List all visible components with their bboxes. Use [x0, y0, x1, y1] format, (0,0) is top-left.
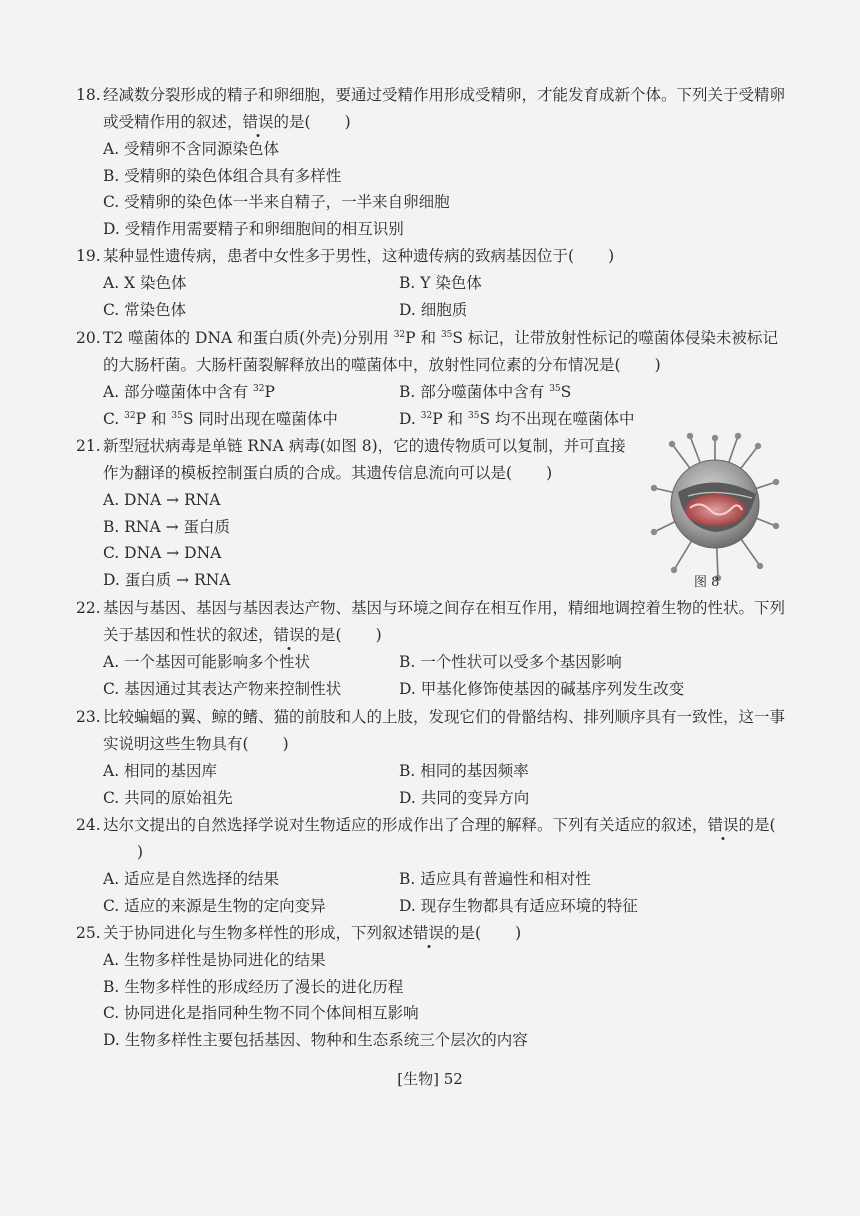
option-c: C. $^{32}$P 和 $^{35}$S 同时出现在噬菌体中 [103, 409, 338, 428]
option-a: A. X 染色体 [103, 274, 187, 292]
coronavirus-figure [648, 432, 782, 584]
question-18 [76, 82, 788, 242]
question-19 [76, 243, 788, 323]
emphasized-word: 错误 [413, 924, 445, 942]
question-stem [76, 433, 636, 487]
option-b: B. Y 染色体 [399, 274, 482, 292]
option-c: C. 共同的原始祖先 [103, 788, 233, 807]
emphasized-word: 错误 [707, 816, 739, 834]
answer-paren: ) [515, 924, 522, 942]
option-a: A. 一个基因可能影响多个性状 [103, 653, 311, 671]
question-number: 20. [76, 329, 101, 347]
question-number: 19. [76, 247, 101, 265]
option-b: B. RNA → 蛋白质 [103, 517, 231, 536]
question-23 [76, 704, 788, 811]
stem-text: 的是( [304, 626, 342, 644]
option-a: A. 适应是自然选择的结果 [103, 870, 280, 888]
stem-text: 基因与基因、基因与基因表达产物、基因与环境之间存在相互作用，精细地调控着生物的性状。下列关于基因和性状的叙述， [103, 599, 786, 644]
question-22 [76, 595, 788, 702]
option-a: A. 相同的基因库 [103, 762, 218, 780]
option-d: D. 共同的变异方向 [399, 788, 530, 807]
option-c: C. DNA → DNA [103, 544, 222, 562]
answer-paren: ) [137, 843, 144, 861]
question-number: 25. [76, 924, 101, 942]
stem-text: 的是( [273, 113, 311, 131]
option-c: C. 常染色体 [103, 300, 187, 319]
emphasized-word: 错误 [242, 113, 274, 131]
isotope-mass: 35 [440, 329, 453, 340]
stem-text: 某种显性遗传病，患者中女性多于男性，这种遗传病的致病基因位于( [103, 247, 575, 265]
question-number: 22. [76, 599, 101, 617]
answer-paren: ) [546, 464, 553, 482]
question-25 [76, 920, 788, 1053]
option-d: D. 生物多样性主要包括基因、物种和生态系统三个层次的内容 [103, 1030, 528, 1049]
option-b: B. 适应具有普遍性和相对性 [399, 870, 591, 888]
question-24 [76, 812, 788, 919]
option-d: D. $^{32}$P 和 $^{35}$S 均不出现在噬菌体中 [399, 409, 635, 428]
stem-text: P 和 [405, 329, 441, 347]
page-footer: [生物] 52 [397, 1070, 463, 1088]
question-number: 18. [76, 86, 101, 104]
stem-text: 经减数分裂形成的精子和卵细胞，要通过受精作用形成受精卵，才能发育成新个体。下列关于受精卵或受精作用的叙述， [103, 86, 786, 131]
answer-paren: ) [654, 356, 661, 374]
question-number: 21. [76, 437, 101, 455]
option-c: C. 协同进化是指同种生物不同个体间相互影响 [103, 1004, 419, 1022]
answer-paren: ) [344, 113, 351, 131]
option-a: A. DNA → RNA [103, 491, 221, 509]
option-b: B. 相同的基因频率 [399, 762, 529, 780]
stem-text: 新型冠状病毒是单链 RNA 病毒(如图 8)，它的遗传物质可以复制，并可直接作为翻译的模板控制蛋白质的合成。其遗传信息流向可以是( [103, 437, 626, 482]
question-21 [76, 433, 636, 593]
stem-text: 达尔文提出的自然选择学说对生物适应的形成作出了合理的解释。下列有关适应的叙述， [103, 816, 708, 834]
question-stem [76, 325, 788, 379]
question-stem [76, 243, 788, 270]
stem-text: S 标记，让带放射性标记的噬菌体侵染未被标记的大肠杆菌。大肠杆菌裂解释放出的噬菌体中，放射性同位素的分布情况是( [103, 329, 778, 374]
option-d: D. 甲基化修饰使基因的碱基序列发生改变 [399, 679, 685, 698]
emphasized-word: 错误 [273, 626, 305, 644]
question-number: 23. [76, 708, 101, 726]
question-stem [76, 704, 788, 758]
question-number: 24. [76, 816, 101, 834]
stem-text: 关于协同进化与生物多样性的形成，下列叙述 [103, 924, 414, 942]
question-stem [76, 812, 788, 866]
option-d: D. 现存生物都具有适应环境的特征 [399, 896, 638, 915]
stem-text: 的是( [444, 924, 482, 942]
answer-paren: ) [608, 247, 615, 265]
stem-text: 比较蝙蝠的翼、鲸的鳍、猫的前肢和人的上肢，发现它们的骨骼结构、排列顺序具有一致性，这一事实说明这些生物具有( [103, 708, 786, 753]
question-20 [76, 325, 788, 432]
option-a: A. 部分噬菌体中含有 $^{32}$P [103, 383, 275, 401]
option-c: C. 受精卵的染色体一半来自精子，一半来自卵细胞 [103, 193, 450, 211]
isotope-mass: 32 [393, 329, 406, 340]
answer-paren: ) [375, 626, 382, 644]
option-b: B. 部分噬菌体中含有 $^{35}$S [399, 383, 572, 401]
question-stem [76, 920, 788, 947]
option-d: D. 受精作用需要精子和卵细胞间的相互识别 [103, 219, 404, 238]
figure-caption: 图 8 [694, 575, 720, 590]
question-stem [76, 595, 788, 649]
option-b: B. 生物多样性的形成经历了漫长的进化历程 [103, 977, 404, 996]
option-c: C. 适应的来源是生物的定向变异 [103, 896, 326, 915]
stem-text: T2 噬菌体的 DNA 和蛋白质(外壳)分别用 [103, 329, 394, 347]
option-b: B. 一个性状可以受多个基因影响 [399, 653, 622, 671]
answer-paren: ) [282, 735, 289, 753]
option-d: D. 细胞质 [399, 300, 468, 319]
stem-text: 的是( [738, 816, 776, 834]
option-a: A. 受精卵不含同源染色体 [103, 140, 280, 158]
option-b: B. 受精卵的染色体组合具有多样性 [103, 166, 342, 185]
option-c: C. 基因通过其表达产物来控制性状 [103, 679, 342, 698]
option-a: A. 生物多样性是协同进化的结果 [103, 951, 326, 969]
question-stem [76, 82, 788, 136]
option-d: D. 蛋白质 → RNA [103, 570, 231, 589]
